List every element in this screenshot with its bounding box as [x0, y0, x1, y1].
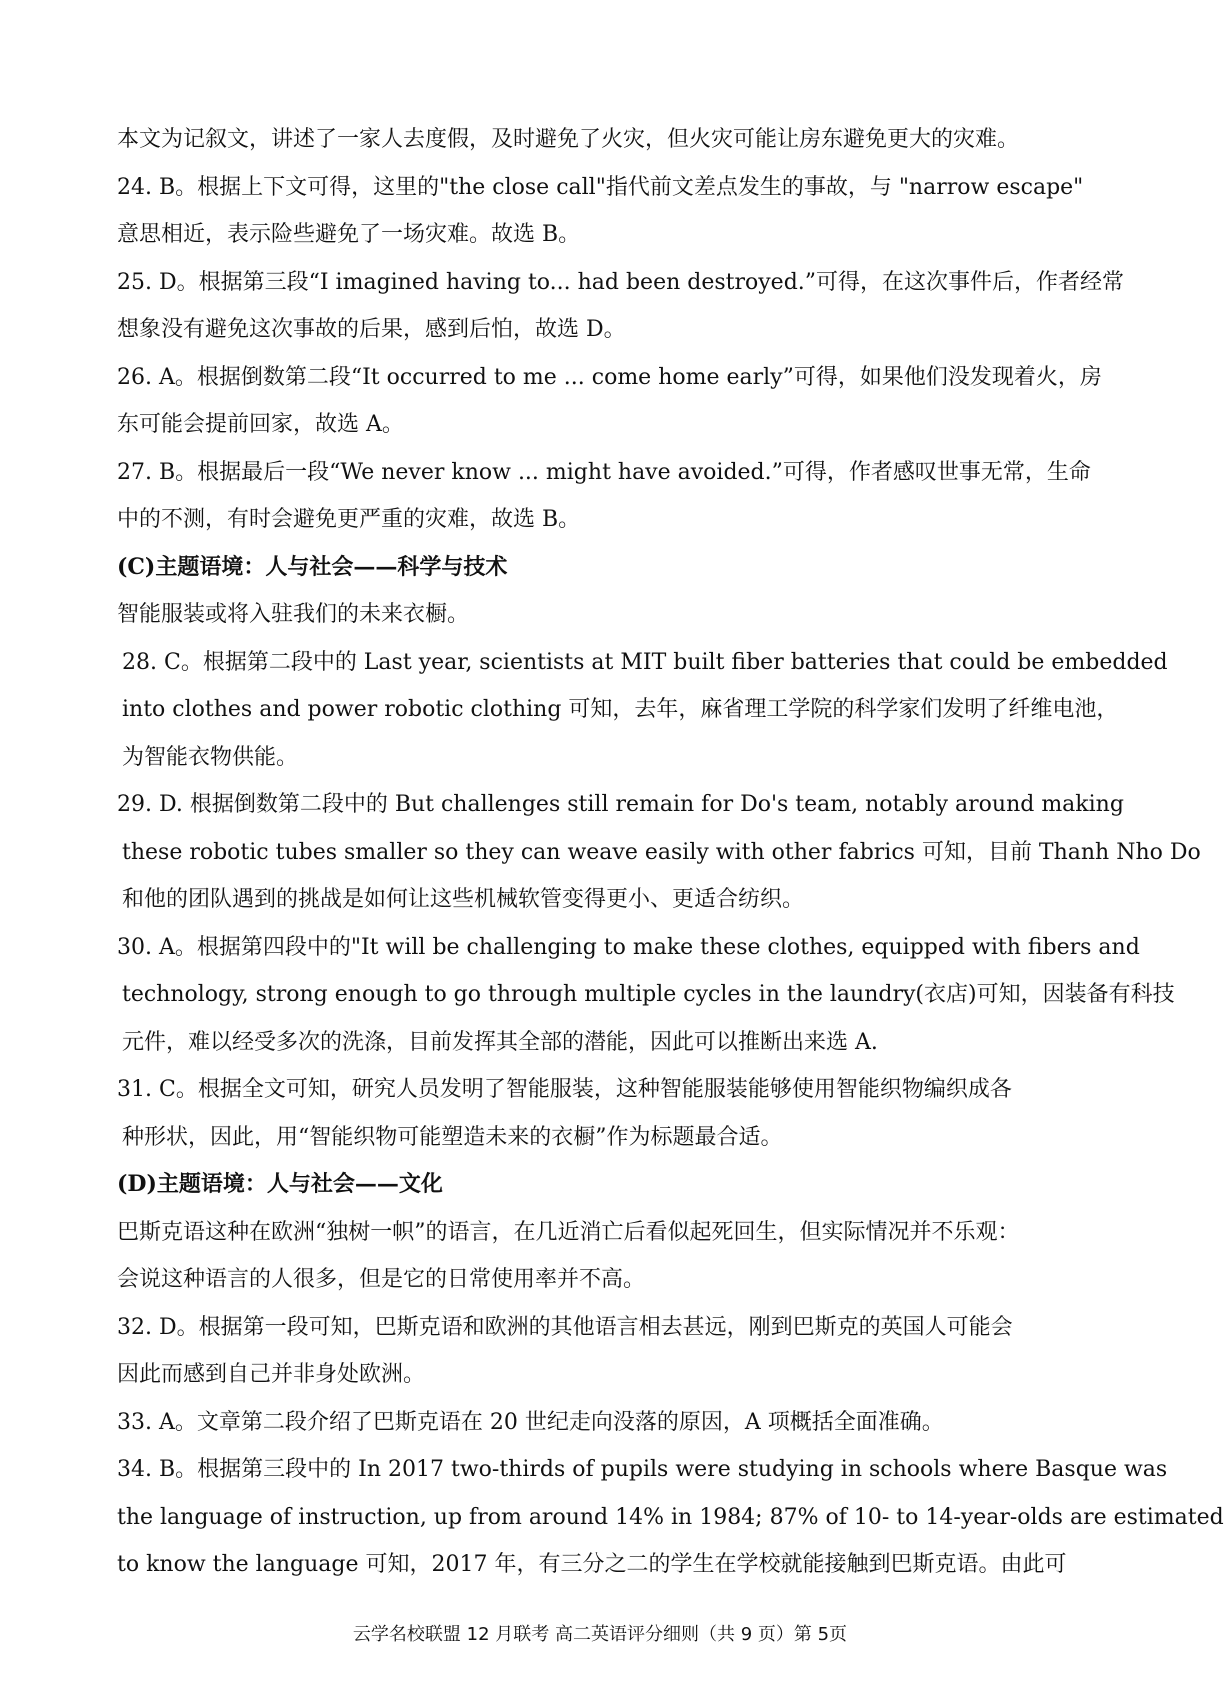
- text-line: the language of instruction, up from around 14% in 1984; 87% of 10- to 14-year-olds are estimated: [117, 1504, 1224, 1530]
- answer-32-line: 32. D。根据第一段可知，巴斯克语和欧洲的其他语言相去甚远，刚到巴斯克的英国人可能会: [117, 1314, 1013, 1340]
- text-line: 种形状，因此，用“智能织物可能塑造未来的衣橱”作为标题最合适。: [122, 1124, 783, 1150]
- section-c-summary: 智能服装或将入驻我们的未来衣橱。: [117, 602, 470, 627]
- text-line: to know the language 可知，2017 年，有三分之二的学生在学校就能接触到巴斯克语。由此可: [117, 1552, 1067, 1577]
- answer-29-line: 29. D. 根据倒数第二段中的 But challenges still remain for Do's team, notably around making: [117, 792, 1124, 817]
- text-line: 本文为记叙文，讲述了一家人去度假，及时避免了火灾，但火灾可能让房东避免更大的灾难。: [117, 127, 1020, 152]
- answer-33-line: 33. A。文章第二段介绍了巴斯克语在 20 世纪走向没落的原因，A 项概括全面准确。: [117, 1409, 944, 1435]
- answer-28-line: 28. C。根据第二段中的 Last year, scientists at MIT built fiber batteries that could be embedded: [122, 649, 1168, 675]
- answer-26-line: 26. A。根据倒数第二段“It occurred to me ... come home early”可得，如果他们没发现着火，房: [117, 364, 1102, 390]
- text-line: these robotic tubes smaller so they can weave easily with other fabrics 可知，目前 Thanh Nho Do: [122, 839, 1201, 865]
- section-d-heading: (D)主题语境：人与社会——文化: [117, 1171, 443, 1197]
- page-footer: 云学名校联盟 12 月联考 高二英语评分细则（共 9 页）第 5页: [352, 1624, 848, 1645]
- answer-25-line: 25. D。根据第三段“I imagined having to... had been destroyed.”可得，在这次事件后，作者经常: [117, 269, 1125, 295]
- section-d-summary: 巴斯克语这种在欧洲“独树一帜”的语言，在几近消亡后看似起死回生，但实际情况并不乐观：: [117, 1219, 1020, 1245]
- text-line: technology, strong enough to go through multiple cycles in the laundry(衣店)可知，因装备有科技: [122, 982, 1175, 1007]
- answer-27-line: 27. B。根据最后一段“We never know ... might have avoided.”可得，作者感叹世事无常，生命: [117, 459, 1091, 485]
- answer-30-line: 30. A。根据第四段中的"It will be challenging to make these clothes, equipped with fibers and: [117, 934, 1140, 960]
- answer-34-line: 34. B。根据第三段中的 In 2017 two-thirds of pupils were studying in schools where Basque was: [117, 1457, 1168, 1482]
- text-line: 东可能会提前回家，故选 A。: [117, 412, 404, 437]
- text-line: 会说这种语言的人很多，但是它的日常使用率并不高。: [117, 1267, 646, 1292]
- text-line: 因此而感到自己并非身处欧洲。: [117, 1362, 426, 1387]
- text-line: 为智能衣物供能。: [122, 744, 299, 770]
- answer-24-line: 24. B。根据上下文可得，这里的"the close call"指代前文差点发生的事故，与 "narrow escape": [117, 174, 1084, 200]
- text-line: 想象没有避免这次事故的后果，感到后怕，故选 D。: [117, 317, 626, 342]
- text-line: 中的不测，有时会避免更严重的灾难，故选 B。: [117, 507, 581, 532]
- text-line: into clothes and power robotic clothing 可知，去年，麻省理工学院的科学家们发明了纤维电池，: [122, 697, 1119, 722]
- text-line: 和他的团队遇到的挑战是如何让这些机械软管变得更小、更适合纺织。: [122, 887, 805, 912]
- document-body: [117, 116, 1224, 1589]
- text-line: 意思相近，表示险些避免了一场灾难。故选 B。: [117, 222, 581, 247]
- answer-31-line: 31. C。根据全文可知，研究人员发明了智能服装，这种智能服装能够使用智能织物编织成各: [117, 1077, 1012, 1102]
- text-line: 元件，难以经受多次的洗涤，目前发挥其全部的潜能，因此可以推断出来选 A.: [122, 1029, 878, 1055]
- section-c-heading: (C)主题语境：人与社会——科学与技术: [117, 553, 508, 580]
